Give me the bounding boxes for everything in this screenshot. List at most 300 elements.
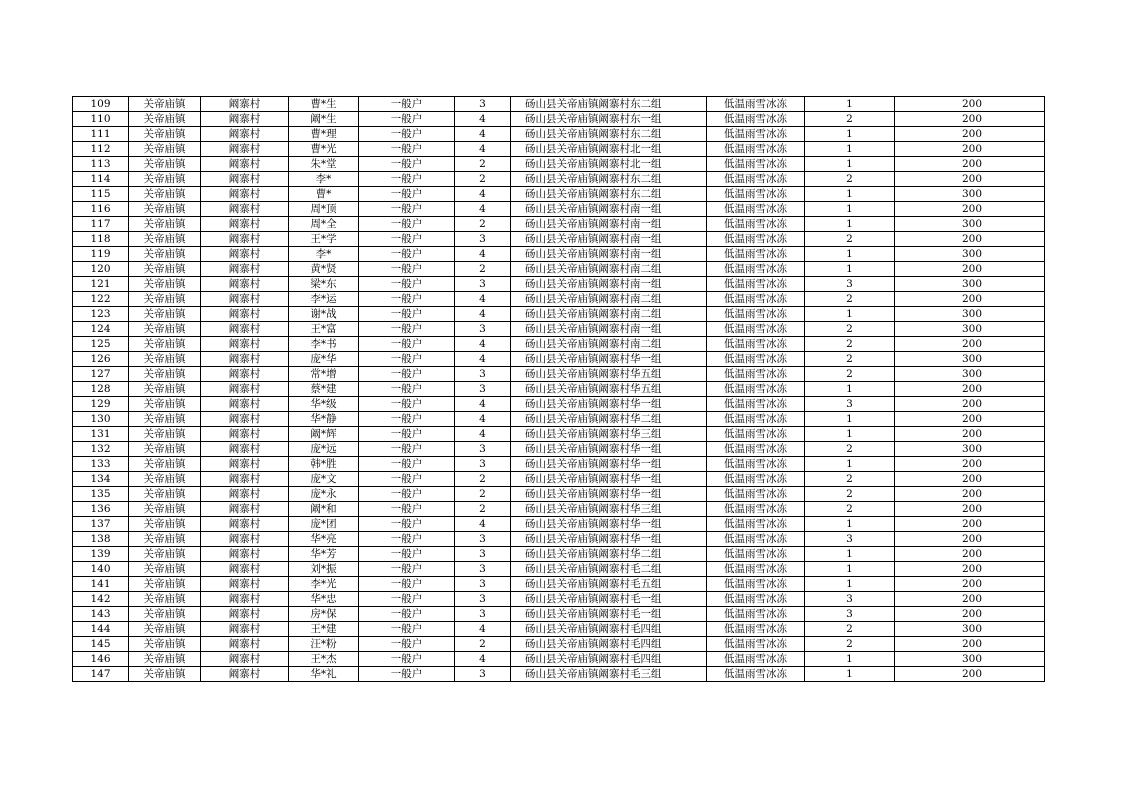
count-cell: 3 — [805, 277, 895, 292]
amount-cell: 200 — [895, 517, 1045, 532]
household-type-cell: 一般户 — [359, 412, 455, 427]
amount-cell: 300 — [895, 442, 1045, 457]
amount-cell: 200 — [895, 172, 1045, 187]
household-size-cell: 4 — [455, 622, 511, 637]
household-type-cell: 一般户 — [359, 262, 455, 277]
count-cell: 1 — [805, 457, 895, 472]
household-size-cell: 3 — [455, 97, 511, 112]
address-cell: 砀山县关帝庙镇阚寨村南二组 — [511, 307, 707, 322]
household-size-cell: 4 — [455, 652, 511, 667]
disaster-type-cell: 低温雨雪冰冻 — [707, 412, 805, 427]
household-size-cell: 3 — [455, 532, 511, 547]
table-row — [73, 577, 1045, 592]
household-size-cell: 4 — [455, 292, 511, 307]
household-size-cell: 3 — [455, 547, 511, 562]
amount-cell: 200 — [895, 382, 1045, 397]
amount-cell: 200 — [895, 412, 1045, 427]
disaster-type-cell: 低温雨雪冰冻 — [707, 292, 805, 307]
address-cell: 砀山县关帝庙镇阚寨村毛四组 — [511, 637, 707, 652]
row-number-cell: 112 — [73, 142, 129, 157]
disaster-type-cell: 低温雨雪冰冻 — [707, 427, 805, 442]
town-cell: 关帝庙镇 — [129, 232, 201, 247]
town-cell: 关帝庙镇 — [129, 652, 201, 667]
name-cell: 华*芳 — [289, 547, 359, 562]
table-row — [73, 322, 1045, 337]
name-cell: 庞*团 — [289, 517, 359, 532]
town-cell: 关帝庙镇 — [129, 262, 201, 277]
village-cell: 阚寨村 — [201, 637, 289, 652]
table-row — [73, 397, 1045, 412]
household-size-cell: 3 — [455, 577, 511, 592]
table-row — [73, 217, 1045, 232]
household-size-cell: 3 — [455, 382, 511, 397]
town-cell: 关帝庙镇 — [129, 277, 201, 292]
disaster-type-cell: 低温雨雪冰冻 — [707, 367, 805, 382]
household-type-cell: 一般户 — [359, 592, 455, 607]
address-cell: 砀山县关帝庙镇阚寨村华二组 — [511, 547, 707, 562]
name-cell: 李*光 — [289, 577, 359, 592]
disaster-type-cell: 低温雨雪冰冻 — [707, 127, 805, 142]
village-cell: 阚寨村 — [201, 367, 289, 382]
household-type-cell: 一般户 — [359, 487, 455, 502]
household-type-cell: 一般户 — [359, 322, 455, 337]
household-type-cell: 一般户 — [359, 217, 455, 232]
row-number-cell: 144 — [73, 622, 129, 637]
count-cell: 2 — [805, 472, 895, 487]
disaster-type-cell: 低温雨雪冰冻 — [707, 442, 805, 457]
address-cell: 砀山县关帝庙镇阚寨村华三组 — [511, 427, 707, 442]
town-cell: 关帝庙镇 — [129, 547, 201, 562]
village-cell: 阚寨村 — [201, 652, 289, 667]
table-row — [73, 262, 1045, 277]
address-cell: 砀山县关帝庙镇阚寨村东二组 — [511, 187, 707, 202]
town-cell: 关帝庙镇 — [129, 142, 201, 157]
amount-cell: 300 — [895, 622, 1045, 637]
amount-cell: 200 — [895, 202, 1045, 217]
amount-cell: 200 — [895, 142, 1045, 157]
name-cell: 刘*振 — [289, 562, 359, 577]
village-cell: 阚寨村 — [201, 517, 289, 532]
disaster-type-cell: 低温雨雪冰冻 — [707, 337, 805, 352]
count-cell: 3 — [805, 607, 895, 622]
amount-cell: 200 — [895, 607, 1045, 622]
address-cell: 砀山县关帝庙镇阚寨村南一组 — [511, 217, 707, 232]
row-number-cell: 133 — [73, 457, 129, 472]
row-number-cell: 116 — [73, 202, 129, 217]
disaster-type-cell: 低温雨雪冰冻 — [707, 547, 805, 562]
count-cell: 1 — [805, 517, 895, 532]
table-row — [73, 517, 1045, 532]
table-row — [73, 532, 1045, 547]
household-type-cell: 一般户 — [359, 142, 455, 157]
name-cell: 李*书 — [289, 337, 359, 352]
village-cell: 阚寨村 — [201, 352, 289, 367]
row-number-cell: 117 — [73, 217, 129, 232]
count-cell: 3 — [805, 592, 895, 607]
count-cell: 1 — [805, 652, 895, 667]
count-cell: 1 — [805, 217, 895, 232]
row-number-cell: 123 — [73, 307, 129, 322]
household-size-cell: 3 — [455, 457, 511, 472]
name-cell: 庞*永 — [289, 487, 359, 502]
household-size-cell: 2 — [455, 172, 511, 187]
row-number-cell: 137 — [73, 517, 129, 532]
village-cell: 阚寨村 — [201, 307, 289, 322]
table-row — [73, 232, 1045, 247]
town-cell: 关帝庙镇 — [129, 562, 201, 577]
address-cell: 砀山县关帝庙镇阚寨村南二组 — [511, 262, 707, 277]
count-cell: 2 — [805, 487, 895, 502]
town-cell: 关帝庙镇 — [129, 292, 201, 307]
village-cell: 阚寨村 — [201, 277, 289, 292]
household-type-cell: 一般户 — [359, 517, 455, 532]
address-cell: 砀山县关帝庙镇阚寨村毛一组 — [511, 607, 707, 622]
town-cell: 关帝庙镇 — [129, 367, 201, 382]
amount-cell: 300 — [895, 187, 1045, 202]
household-size-cell: 2 — [455, 487, 511, 502]
amount-cell: 200 — [895, 487, 1045, 502]
household-type-cell: 一般户 — [359, 247, 455, 262]
name-cell: 汪*粉 — [289, 637, 359, 652]
name-cell: 黄*贤 — [289, 262, 359, 277]
town-cell: 关帝庙镇 — [129, 592, 201, 607]
amount-cell: 300 — [895, 352, 1045, 367]
amount-cell: 300 — [895, 277, 1045, 292]
village-cell: 阚寨村 — [201, 142, 289, 157]
address-cell: 砀山县关帝庙镇阚寨村南一组 — [511, 202, 707, 217]
amount-cell: 200 — [895, 502, 1045, 517]
village-cell: 阚寨村 — [201, 532, 289, 547]
table-row — [73, 277, 1045, 292]
table-row — [73, 487, 1045, 502]
village-cell: 阚寨村 — [201, 622, 289, 637]
town-cell: 关帝庙镇 — [129, 247, 201, 262]
address-cell: 砀山县关帝庙镇阚寨村东二组 — [511, 97, 707, 112]
amount-cell: 300 — [895, 247, 1045, 262]
count-cell: 1 — [805, 97, 895, 112]
row-number-cell: 124 — [73, 322, 129, 337]
table-row — [73, 502, 1045, 517]
table-row — [73, 172, 1045, 187]
household-size-cell: 3 — [455, 592, 511, 607]
amount-cell: 200 — [895, 232, 1045, 247]
town-cell: 关帝庙镇 — [129, 157, 201, 172]
count-cell: 2 — [805, 367, 895, 382]
town-cell: 关帝庙镇 — [129, 127, 201, 142]
address-cell: 砀山县关帝庙镇阚寨村华三组 — [511, 502, 707, 517]
household-size-cell: 3 — [455, 232, 511, 247]
amount-cell: 200 — [895, 532, 1045, 547]
name-cell: 庞*华 — [289, 352, 359, 367]
household-type-cell: 一般户 — [359, 457, 455, 472]
household-size-cell: 4 — [455, 142, 511, 157]
name-cell: 华*静 — [289, 412, 359, 427]
address-cell: 砀山县关帝庙镇阚寨村东二组 — [511, 127, 707, 142]
row-number-cell: 132 — [73, 442, 129, 457]
disaster-type-cell: 低温雨雪冰冻 — [707, 247, 805, 262]
name-cell: 蔡*建 — [289, 382, 359, 397]
household-type-cell: 一般户 — [359, 562, 455, 577]
name-cell: 庞*文 — [289, 472, 359, 487]
name-cell: 李* — [289, 172, 359, 187]
town-cell: 关帝庙镇 — [129, 622, 201, 637]
amount-cell: 300 — [895, 322, 1045, 337]
address-cell: 砀山县关帝庙镇阚寨村南一组 — [511, 232, 707, 247]
row-number-cell: 128 — [73, 382, 129, 397]
row-number-cell: 122 — [73, 292, 129, 307]
household-size-cell: 4 — [455, 187, 511, 202]
table-row — [73, 562, 1045, 577]
table-row — [73, 307, 1045, 322]
household-type-cell: 一般户 — [359, 172, 455, 187]
disaster-type-cell: 低温雨雪冰冻 — [707, 97, 805, 112]
amount-cell: 200 — [895, 97, 1045, 112]
household-type-cell: 一般户 — [359, 202, 455, 217]
count-cell: 2 — [805, 442, 895, 457]
household-size-cell: 4 — [455, 127, 511, 142]
village-cell: 阚寨村 — [201, 382, 289, 397]
village-cell: 阚寨村 — [201, 592, 289, 607]
disaster-type-cell: 低温雨雪冰冻 — [707, 232, 805, 247]
address-cell: 砀山县关帝庙镇阚寨村华一组 — [511, 352, 707, 367]
name-cell: 阚*辉 — [289, 427, 359, 442]
amount-cell: 300 — [895, 307, 1045, 322]
count-cell: 2 — [805, 622, 895, 637]
name-cell: 华*忠 — [289, 592, 359, 607]
household-type-cell: 一般户 — [359, 622, 455, 637]
name-cell: 周*全 — [289, 217, 359, 232]
household-type-cell: 一般户 — [359, 637, 455, 652]
name-cell: 曹*生 — [289, 97, 359, 112]
village-cell: 阚寨村 — [201, 412, 289, 427]
count-cell: 2 — [805, 502, 895, 517]
count-cell: 1 — [805, 142, 895, 157]
household-size-cell: 2 — [455, 262, 511, 277]
village-cell: 阚寨村 — [201, 457, 289, 472]
amount-cell: 200 — [895, 397, 1045, 412]
village-cell: 阚寨村 — [201, 337, 289, 352]
town-cell: 关帝庙镇 — [129, 97, 201, 112]
table-row — [73, 637, 1045, 652]
row-number-cell: 113 — [73, 157, 129, 172]
name-cell: 王*杰 — [289, 652, 359, 667]
town-cell: 关帝庙镇 — [129, 667, 201, 682]
village-cell: 阚寨村 — [201, 607, 289, 622]
household-size-cell: 2 — [455, 217, 511, 232]
table-row — [73, 127, 1045, 142]
town-cell: 关帝庙镇 — [129, 322, 201, 337]
table-row — [73, 97, 1045, 112]
amount-cell: 200 — [895, 157, 1045, 172]
disaster-type-cell: 低温雨雪冰冻 — [707, 577, 805, 592]
household-type-cell: 一般户 — [359, 532, 455, 547]
name-cell: 常*增 — [289, 367, 359, 382]
name-cell: 曹*光 — [289, 142, 359, 157]
name-cell: 谢*战 — [289, 307, 359, 322]
table-row — [73, 202, 1045, 217]
row-number-cell: 114 — [73, 172, 129, 187]
household-type-cell: 一般户 — [359, 652, 455, 667]
row-number-cell: 119 — [73, 247, 129, 262]
name-cell: 李* — [289, 247, 359, 262]
table-row — [73, 412, 1045, 427]
count-cell: 1 — [805, 562, 895, 577]
village-cell: 阚寨村 — [201, 202, 289, 217]
household-size-cell: 4 — [455, 397, 511, 412]
household-type-cell: 一般户 — [359, 187, 455, 202]
town-cell: 关帝庙镇 — [129, 352, 201, 367]
household-type-cell: 一般户 — [359, 502, 455, 517]
household-size-cell: 3 — [455, 562, 511, 577]
address-cell: 砀山县关帝庙镇阚寨村华一组 — [511, 457, 707, 472]
disaster-type-cell: 低温雨雪冰冻 — [707, 202, 805, 217]
town-cell: 关帝庙镇 — [129, 577, 201, 592]
count-cell: 2 — [805, 112, 895, 127]
name-cell: 华*级 — [289, 397, 359, 412]
row-number-cell: 135 — [73, 487, 129, 502]
row-number-cell: 134 — [73, 472, 129, 487]
table-row — [73, 142, 1045, 157]
household-type-cell: 一般户 — [359, 427, 455, 442]
table-row — [73, 157, 1045, 172]
household-type-cell: 一般户 — [359, 292, 455, 307]
town-cell: 关帝庙镇 — [129, 187, 201, 202]
disaster-type-cell: 低温雨雪冰冻 — [707, 322, 805, 337]
table-row — [73, 382, 1045, 397]
village-cell: 阚寨村 — [201, 547, 289, 562]
count-cell: 3 — [805, 532, 895, 547]
address-cell: 砀山县关帝庙镇阚寨村北一组 — [511, 142, 707, 157]
disaster-type-cell: 低温雨雪冰冻 — [707, 487, 805, 502]
village-cell: 阚寨村 — [201, 262, 289, 277]
count-cell: 1 — [805, 157, 895, 172]
address-cell: 砀山县关帝庙镇阚寨村华五组 — [511, 367, 707, 382]
disaster-type-cell: 低温雨雪冰冻 — [707, 382, 805, 397]
address-cell: 砀山县关帝庙镇阚寨村毛五组 — [511, 577, 707, 592]
row-number-cell: 109 — [73, 97, 129, 112]
row-number-cell: 120 — [73, 262, 129, 277]
row-number-cell: 136 — [73, 502, 129, 517]
table-row — [73, 352, 1045, 367]
village-cell: 阚寨村 — [201, 397, 289, 412]
village-cell: 阚寨村 — [201, 127, 289, 142]
amount-cell: 200 — [895, 577, 1045, 592]
count-cell: 1 — [805, 382, 895, 397]
count-cell: 1 — [805, 307, 895, 322]
village-cell: 阚寨村 — [201, 577, 289, 592]
amount-cell: 200 — [895, 547, 1045, 562]
village-cell: 阚寨村 — [201, 247, 289, 262]
household-type-cell: 一般户 — [359, 157, 455, 172]
name-cell: 曹* — [289, 187, 359, 202]
amount-cell: 300 — [895, 367, 1045, 382]
disaster-type-cell: 低温雨雪冰冻 — [707, 637, 805, 652]
table-row — [73, 667, 1045, 682]
address-cell: 砀山县关帝庙镇阚寨村南一组 — [511, 322, 707, 337]
household-type-cell: 一般户 — [359, 667, 455, 682]
row-number-cell: 126 — [73, 352, 129, 367]
household-type-cell: 一般户 — [359, 307, 455, 322]
table-row — [73, 607, 1045, 622]
name-cell: 朱*堂 — [289, 157, 359, 172]
household-size-cell: 3 — [455, 277, 511, 292]
household-type-cell: 一般户 — [359, 472, 455, 487]
relief-roster-table — [72, 96, 1045, 682]
village-cell: 阚寨村 — [201, 157, 289, 172]
town-cell: 关帝庙镇 — [129, 112, 201, 127]
village-cell: 阚寨村 — [201, 172, 289, 187]
disaster-type-cell: 低温雨雪冰冻 — [707, 502, 805, 517]
household-type-cell: 一般户 — [359, 607, 455, 622]
town-cell: 关帝庙镇 — [129, 487, 201, 502]
address-cell: 砀山县关帝庙镇阚寨村南一组 — [511, 247, 707, 262]
address-cell: 砀山县关帝庙镇阚寨村毛四组 — [511, 652, 707, 667]
name-cell: 李*运 — [289, 292, 359, 307]
village-cell: 阚寨村 — [201, 322, 289, 337]
town-cell: 关帝庙镇 — [129, 427, 201, 442]
town-cell: 关帝庙镇 — [129, 502, 201, 517]
address-cell: 砀山县关帝庙镇阚寨村华一组 — [511, 532, 707, 547]
row-number-cell: 141 — [73, 577, 129, 592]
address-cell: 砀山县关帝庙镇阚寨村毛二组 — [511, 562, 707, 577]
count-cell: 2 — [805, 232, 895, 247]
address-cell: 砀山县关帝庙镇阚寨村东二组 — [511, 172, 707, 187]
disaster-type-cell: 低温雨雪冰冻 — [707, 592, 805, 607]
count-cell: 2 — [805, 352, 895, 367]
town-cell: 关帝庙镇 — [129, 307, 201, 322]
row-number-cell: 142 — [73, 592, 129, 607]
address-cell: 砀山县关帝庙镇阚寨村南二组 — [511, 337, 707, 352]
town-cell: 关帝庙镇 — [129, 337, 201, 352]
count-cell: 2 — [805, 637, 895, 652]
address-cell: 砀山县关帝庙镇阚寨村南二组 — [511, 292, 707, 307]
row-number-cell: 115 — [73, 187, 129, 202]
address-cell: 砀山县关帝庙镇阚寨村北一组 — [511, 157, 707, 172]
village-cell: 阚寨村 — [201, 562, 289, 577]
household-type-cell: 一般户 — [359, 442, 455, 457]
disaster-type-cell: 低温雨雪冰冻 — [707, 352, 805, 367]
row-number-cell: 111 — [73, 127, 129, 142]
address-cell: 砀山县关帝庙镇阚寨村毛三组 — [511, 667, 707, 682]
name-cell: 韩*胜 — [289, 457, 359, 472]
household-size-cell: 3 — [455, 442, 511, 457]
household-type-cell: 一般户 — [359, 547, 455, 562]
row-number-cell: 143 — [73, 607, 129, 622]
town-cell: 关帝庙镇 — [129, 442, 201, 457]
row-number-cell: 131 — [73, 427, 129, 442]
amount-cell: 200 — [895, 592, 1045, 607]
name-cell: 王*学 — [289, 232, 359, 247]
amount-cell: 200 — [895, 292, 1045, 307]
amount-cell: 200 — [895, 112, 1045, 127]
count-cell: 2 — [805, 337, 895, 352]
table-row — [73, 337, 1045, 352]
household-type-cell: 一般户 — [359, 577, 455, 592]
name-cell: 阚*和 — [289, 502, 359, 517]
amount-cell: 200 — [895, 562, 1045, 577]
count-cell: 1 — [805, 667, 895, 682]
address-cell: 砀山县关帝庙镇阚寨村华五组 — [511, 382, 707, 397]
disaster-type-cell: 低温雨雪冰冻 — [707, 457, 805, 472]
town-cell: 关帝庙镇 — [129, 532, 201, 547]
disaster-type-cell: 低温雨雪冰冻 — [707, 157, 805, 172]
amount-cell: 200 — [895, 262, 1045, 277]
table-row — [73, 547, 1045, 562]
table-row — [73, 292, 1045, 307]
address-cell: 砀山县关帝庙镇阚寨村毛一组 — [511, 592, 707, 607]
household-size-cell: 4 — [455, 337, 511, 352]
address-cell: 砀山县关帝庙镇阚寨村南一组 — [511, 277, 707, 292]
